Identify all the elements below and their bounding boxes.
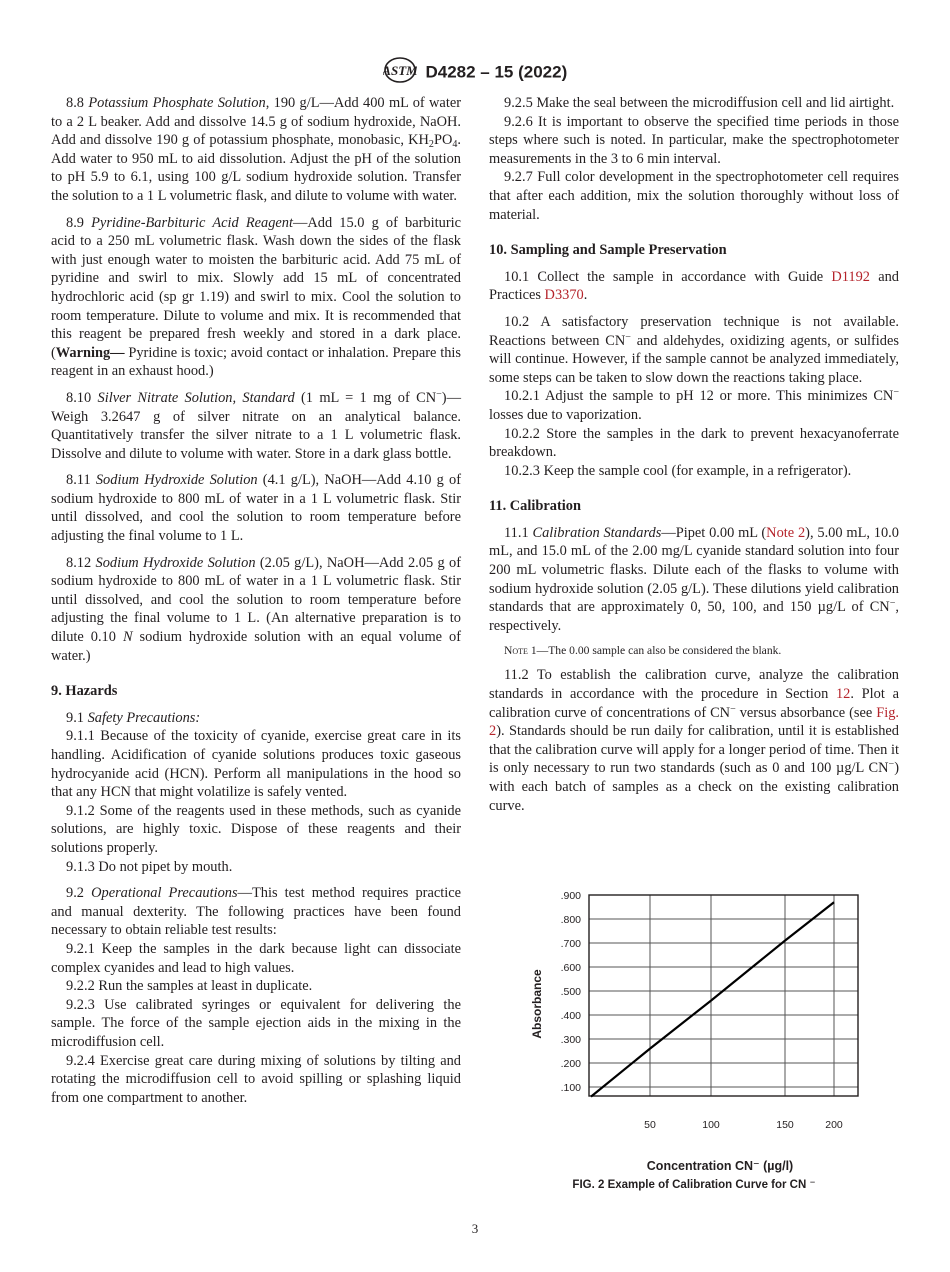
page-number: 3 — [471, 1221, 479, 1236]
right-column — [489, 94, 899, 815]
heading-calibration: 11. Calibration — [489, 498, 581, 515]
section-9-1-2: 9.1.2 Some of the reagents used in these methods, such as cyanide solutions, are highly toxic. Dispose of these reagents and their solutions properly. — [51, 802, 461, 856]
svg-text:50: 50 — [644, 1119, 656, 1131]
left-column — [51, 94, 461, 1107]
svg-text:.100: .100 — [560, 1082, 581, 1094]
section-9-2-2: 9.2.2 Run the samples at least in duplicate. — [66, 978, 313, 995]
y-axis-label: Absorbance — [530, 969, 544, 1039]
section-9-1-3: 9.1.3 Do not pipet by mouth. — [66, 858, 233, 875]
section-8-11: 8.11 Sodium Hydroxide Solution (4.1 g/L), NaOH—Add 4.10 g of sodium hydroxide to 800 mL of water in a 1 L volumetric flask. Stir until dissolved, and cool the solution to room temperature before adjusting the final volume to 1 L. — [51, 472, 461, 545]
y-axis-ticks — [561, 890, 582, 1094]
x-axis-label: Concentration CN⁻ (µg/l) — [646, 1159, 794, 1173]
section-9-2-7: 9.2.7 Full color development in the spectrophotometer cell requires that after each addition, mix the solution thoroughly without loss of material. — [489, 169, 899, 223]
section-9-1: 9.1 Safety Precautions: — [66, 709, 201, 726]
svg-text:200: 200 — [825, 1119, 843, 1131]
section-10-2-3: 10.2.3 Keep the sample cool (for example, in a refrigerator). — [504, 462, 852, 479]
chart-plot — [520, 880, 890, 1180]
section-10-2-1: 10.2.1 Adjust the sample to pH 12 or more. This minimizes CN− losses due to vaporization. — [489, 387, 899, 423]
section-8-9: 8.9 Pyridine-Barbituric Acid Reagent—Add 15.0 g of barbituric acid to a 250 mL volumetric flask. Wash down the sides of the flask with just enough water to moisten the barbituric acid. Add 75 mL of pyridine and swirl to mix. Slowly add 15 mL of concentrated hydrochloric acid (sp gr 1.19) and swirl to mix. Cool the solution to room temperature. Dilute to volume and mix. It is recommended that this reagent be prepared fresh weekly and stored in a dark place. (Warning— Pyridine is toxic; avoid contact or inhalation. Prepare this reagent in an exhaust hood.) — [51, 214, 461, 380]
section-9-2-4: 9.2.4 Exercise great care during mixing of solutions by tilting and rotating the microdiffusion cell to avoid spilling or splashing liquid from one compartment to another. — [51, 1052, 461, 1106]
figure-caption: FIG. 2 Example of Calibration Curve for CN ⁻ — [572, 1179, 816, 1191]
note-1: Note 1—The 0.00 sample can also be considered the blank. — [504, 644, 782, 658]
section-11-1: 11.1 Calibration Standards—Pipet 0.00 mL (Note 2), 5.00 mL, 10.0 mL, and 15.0 mL of the 2.00 mg/L cyanide standard solution into four 200 mL volumetric flasks. Dilute each of the flasks to volume with sodium hydroxide solution (2.05 g/L). These dilutions yield calibration standards that are approximately 0, 50, 100, and 150 µg/L of CN−, respectively. — [489, 524, 899, 634]
calibration-line — [591, 902, 834, 1096]
section-9-2: 9.2 Operational Precautions—This test method requires practice and manual dexterity. The following practices have been found necessary to obtain reliable test results: — [51, 885, 461, 939]
section-10-2-2: 10.2.2 Store the samples in the dark to prevent hexacyanoferrate breakdown. — [489, 425, 899, 461]
link-note-2[interactable]: Note 2 — [766, 524, 806, 541]
heading-hazards: 9. Hazards — [51, 683, 118, 700]
svg-text:150: 150 — [776, 1119, 794, 1131]
section-9-2-5: 9.2.5 Make the seal between the microdiffusion cell and lid airtight. — [504, 95, 895, 111]
link-fig-2[interactable]: Fig. 2 — [489, 704, 899, 740]
svg-text:.700: .700 — [560, 938, 581, 950]
section-9-1-1: 9.1.1 Because of the toxicity of cyanide, exercise great care in its handling. Acidification of cyanide solutions produces toxic gaseous hydrocyanide acid (HCN). Perform all manipulations in the hood so that any HCN that might volatilize is safely vented. — [51, 728, 461, 801]
svg-text:.800: .800 — [560, 914, 581, 926]
section-10-2: 10.2 A satisfactory preservation technique is not available. Reactions between CN− and aldehydes, oxidizing agents, or sulfides will continue. However, if the sample cannot be analyzed immediately, some steps can be taken to slow down the reactions taking place. — [489, 313, 899, 386]
svg-text:.900: .900 — [560, 890, 581, 902]
svg-text:.600: .600 — [560, 962, 581, 974]
link-d1192[interactable]: D1192 — [831, 268, 870, 285]
document-header — [0, 56, 950, 89]
link-d3370[interactable]: D3370 — [544, 287, 584, 304]
section-9-2-6: 9.2.6 It is important to observe the specified time periods in those steps where such is noted. In particular, make the spectrophotometer measurements in the 3 to 6 min interval. — [489, 113, 899, 167]
heading-sampling: 10. Sampling and Sample Preservation — [489, 242, 727, 259]
svg-text:ASTM: ASTM — [382, 63, 417, 78]
section-8-12: 8.12 Sodium Hydroxide Solution (2.05 g/L), NaOH—Add 2.05 g of sodium hydroxide to 800 mL of water in a 1 L volumetric flask. Stir until dissolved, and cool the solution to room temperature before adjusting the final volume to 1 L. (An alternative preparation is to dilute 0.10 N sodium hydroxide solution with an equal volume of water.) — [51, 554, 462, 664]
svg-text:.400: .400 — [560, 1010, 581, 1022]
svg-text:.300: .300 — [560, 1034, 581, 1046]
x-axis-ticks — [644, 1119, 843, 1131]
section-11-2: 11.2 To establish the calibration curve, analyze the calibration standards in accordance with the procedure in Section 12. Plot a calibration curve of concentrations of CN− versus absorbance (see Fig. 2). Standards should be run daily for calibration, until it is established that the calibration curve will apply for a longer period of time. Then it is only necessary to run two standards (such as 0 and 100 µg/L CN−) with each batch of samples as a check on the existing calibration curve. — [489, 667, 899, 814]
calibration-chart — [520, 880, 890, 1200]
section-8-8: 8.8 Potassium Phosphate Solution, 190 g/L—Add 400 mL of water to a 2 L beaker. Add and dissolve 14.5 g of sodium hydroxide, NaOH. Add and dissolve 190 g of potassium phosphate, monobasic, $KH_2PO_4$. Add water to 950 mL to aid dissolution. Adjust the pH of the solution to pH 5.9 to 6.1, using 100 g/L sodium hydroxide solution. Transfer the solution to a 1 L volumetric flask, and dilute to volume with water. — [51, 95, 461, 204]
svg-text:.500: .500 — [560, 986, 581, 998]
section-9-2-1: 9.2.1 Keep the samples in the dark because light can dissociate complex cyanides and lead to high values. — [51, 940, 461, 976]
section-10-1: 10.1 Collect the sample in accordance with Guide D1192 and Practices D3370. — [489, 268, 899, 304]
link-section-12[interactable]: 12 — [835, 686, 851, 703]
section-8-10: 8.10 Silver Nitrate Solution, Standard (1 mL = 1 mg of CN−)—Weigh 3.2647 g of silver nitrate on an analytical balance. Quantitatively transfer the silver nitrate to a 1 L volumetric flask. Dissolve and dilute to volume with water. Store in a dark glass bottle. — [51, 388, 461, 462]
astm-logo-icon — [383, 56, 417, 89]
section-9-2-3: 9.2.3 Use calibrated syringes or equivalent for delivering the sample. The force of the sample ejection aids in the mixing in the microdiffusion cell. — [51, 996, 461, 1050]
svg-text:100: 100 — [702, 1119, 720, 1131]
document-designation: D4282 – 15 (2022) — [425, 62, 568, 82]
svg-text:.200: .200 — [560, 1058, 581, 1070]
